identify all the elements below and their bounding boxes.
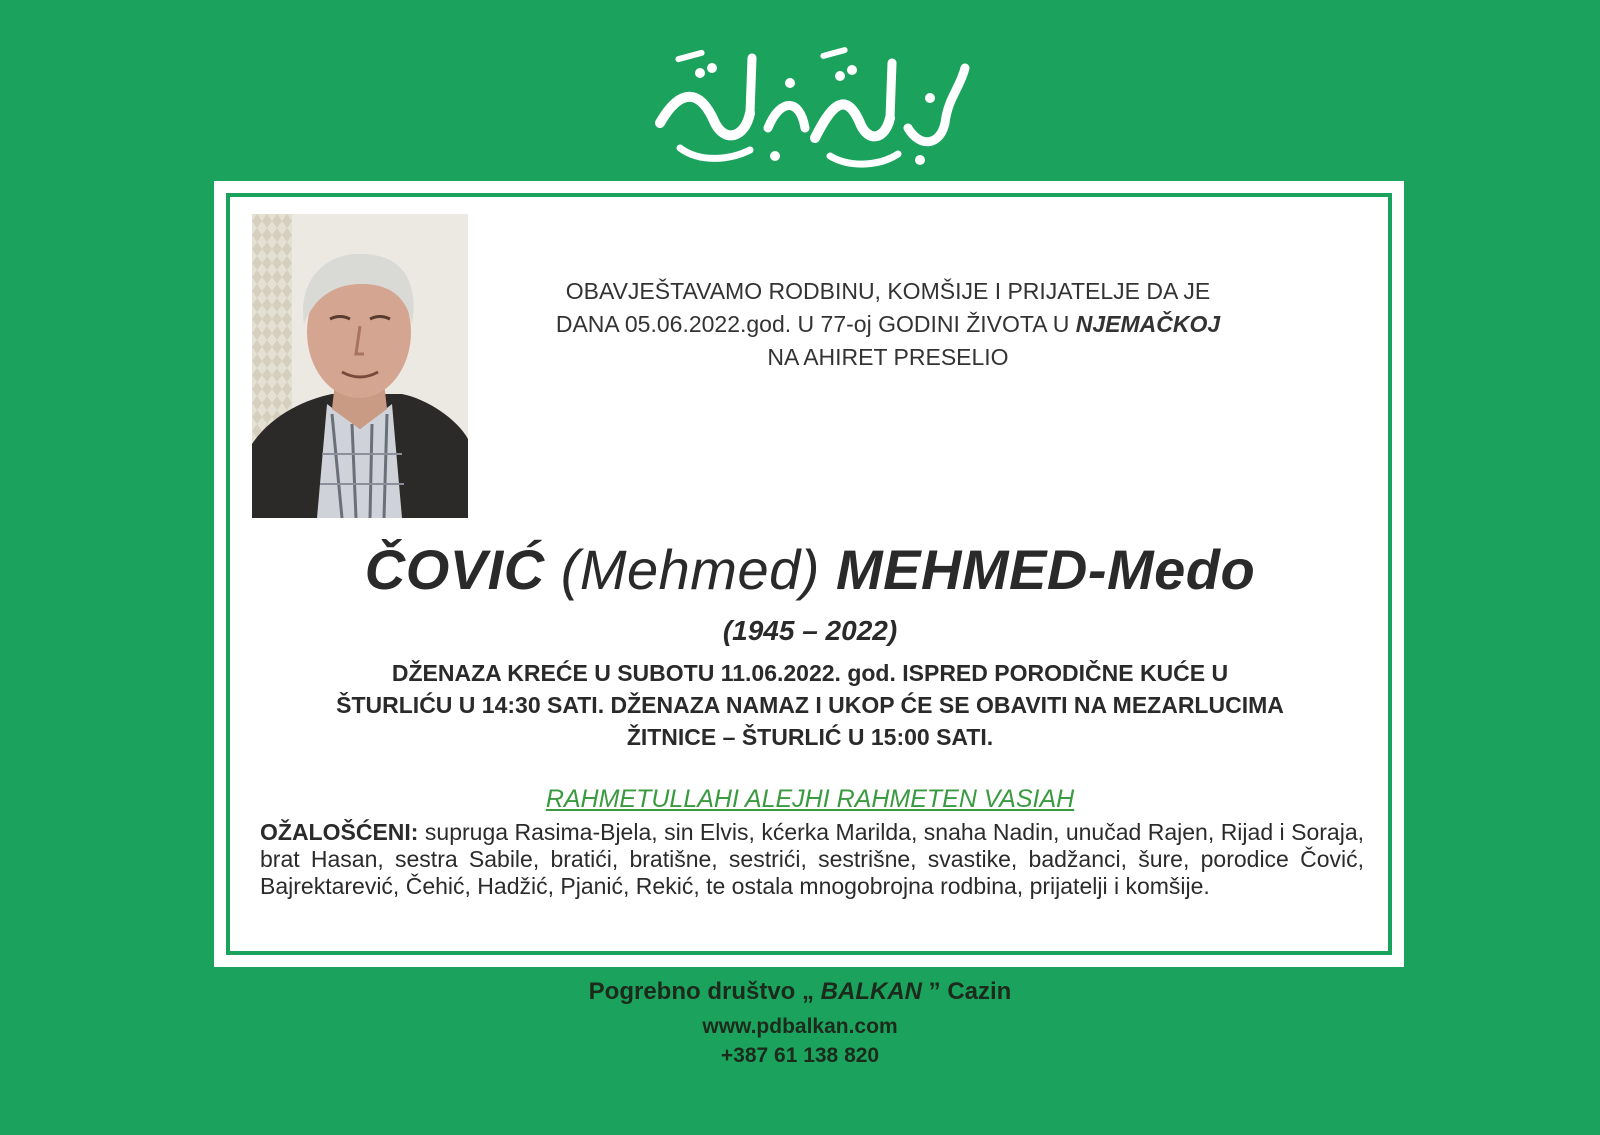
company-website: www.pdbalkan.com — [702, 1015, 898, 1038]
funeral-line-2: ŠTURLIĆU U 14:30 SATI. DŽENAZA NAMAZ I UKOP ĆE SE OBAVITI NA MEZARLUCIMA — [336, 692, 1284, 718]
arabic-calligraphy-icon — [640, 28, 980, 178]
company-name: BALKAN — [820, 978, 922, 1005]
funeral-details — [270, 657, 1350, 753]
intro-line-1: OBAVJEŠTAVAMO RODBINU, KOMŠIJE I PRIJATELJE DA JE — [565, 278, 1211, 304]
life-years: (1945 – 2022) — [722, 615, 898, 646]
mourners-label: OŽALOŠĆENI: — [260, 819, 419, 845]
notice-inner-border — [226, 193, 1392, 955]
funeral-line-1: DŽENAZA KREĆE U SUBOTU 11.06.2022. god. ISPRED PORODIČNE KUĆE U — [391, 660, 1229, 686]
company-prefix: Pogrebno društvo „ — [588, 978, 821, 1005]
prayer-line: RAHMETULLAHI ALEJHI RAHMETEN VASIAH — [545, 785, 1075, 813]
deceased-name — [230, 537, 1390, 602]
company-name-line — [0, 978, 1600, 1006]
mourners-paragraph — [260, 819, 1364, 900]
notice-frame — [214, 181, 1404, 967]
intro-line-2 — [478, 308, 1298, 341]
intro-line-3: NA AHIRET PRESELIO — [767, 344, 1009, 370]
deceased-given-name: MEHMED-Medo — [835, 538, 1256, 601]
company-phone: +387 61 138 820 — [720, 1044, 880, 1067]
funeral-line-3: ŽITNICE – ŠTURLIĆ U 15:00 SATI. — [626, 724, 994, 750]
announcement-text — [478, 275, 1298, 374]
intro-country: NJEMAČKOJ — [1075, 311, 1221, 337]
mourners-list: supruga Rasima-Bjela, sin Elvis, kćerka Marilda, snaha Nadin, unučad Rajen, Rijad i Soraja, brat Hasan, sestra Sabile, bratići, bratišne, sestrići, sestrišne, svastike, badžanci, šure, porodice Čović, Bajrektarević, Čehić, Hadžić, Pjanić, Rekić, te ostala mnogobrojna rodbina, prijatelji i komšije. — [260, 819, 1364, 899]
deceased-patronymic: (Mehmed) — [560, 538, 820, 601]
deceased-surname: ČOVIĆ — [364, 538, 545, 601]
intro-line-2-text: DANA 05.06.2022.god. U 77-oj GODINI ŽIVOTA U — [555, 311, 1076, 337]
company-suffix: ” Cazin — [922, 978, 1012, 1005]
portrait-photo — [252, 214, 468, 518]
funeral-home-footer — [0, 978, 1600, 1070]
